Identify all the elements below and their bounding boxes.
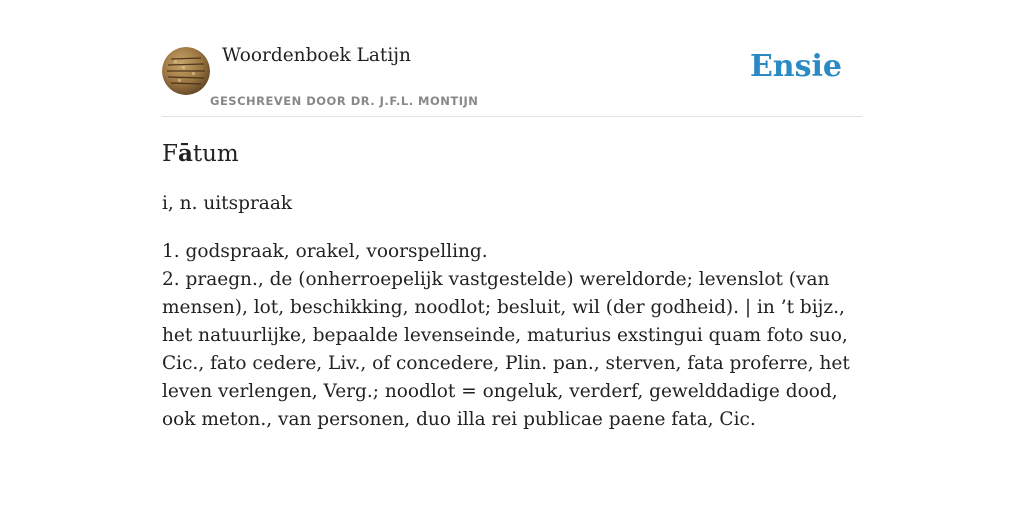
headword-prefix: F bbox=[162, 141, 178, 167]
definition-sense-1: 1. godspraak, orakel, voorspelling. bbox=[162, 241, 488, 262]
latin-inscription-coin-icon[interactable] bbox=[162, 47, 210, 95]
headword-suffix: tum bbox=[192, 141, 239, 167]
definition-sense-2: 2. praegn., de (onherroepelijk vastgestelde) wereldorde; levenslot (van mensen), lot, beschikking, noodlot; besluit, wil (der godheid). | in ’t bijz., het natuurlijke, bepaalde levenseinde, maturius exstingui quam foto suo, Cic., fato cedere, Liv., of concedere, Plin. pan., sterven, fata proferre, het leven verlengen, Verg.; noodlot = ongeluk, verderf, gewelddadige dood, ook meton., van personen, duo illa rei publicae paene fata, Cic. bbox=[162, 269, 850, 430]
entry-grammar: i, n. uitspraak bbox=[162, 193, 293, 214]
headword-macron-vowel: ā bbox=[177, 140, 193, 167]
page-container bbox=[162, 0, 862, 430]
page-header bbox=[162, 0, 862, 117]
entry-headword bbox=[162, 140, 239, 167]
dictionary-title[interactable]: Woordenboek Latijn bbox=[222, 45, 411, 66]
ensie-logo-link[interactable]: Ensie bbox=[749, 49, 842, 84]
author-credit: GESCHREVEN DOOR DR. J.F.L. MONTIJN bbox=[210, 94, 479, 108]
entry-definition bbox=[162, 238, 862, 434]
